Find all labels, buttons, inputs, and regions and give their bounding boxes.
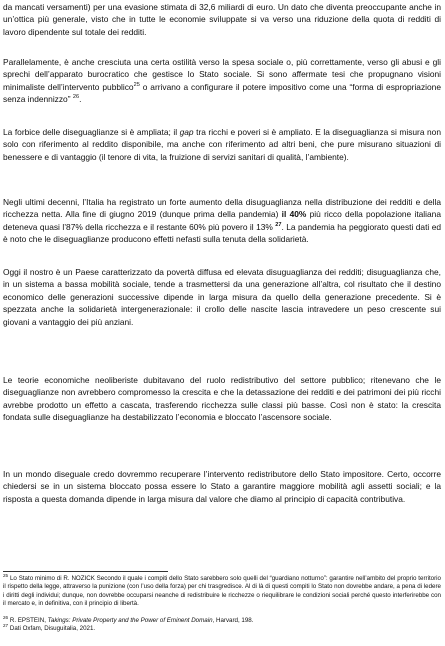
paragraph-intro-evasion xyxy=(3,1,441,38)
footnote-separator xyxy=(3,571,168,572)
paragraph-neoliberal-theories xyxy=(3,374,441,424)
paragraph-inequality-gap xyxy=(3,126,441,163)
text-run: Lo Stato minimo di R. NOZICK Secondo il quale i compiti dello Stato sarebbero solo quelli del “guardiano notturno”: garantire nell’ambito del proprio territorio il rispetto della legge, attraverso la punizione (con l’uso della forza) per chi trasgredisce. Al di là di questi compiti lo Stato non dovrebbe andare, a pena di ledere i diritti degli individui; dunque, non dovrebbe occuparsi neanche di redistribuire le ricchezze o riequilibrare le condizioni sociali perché questo interferirebbe con il mercato e, in definitiva, con il principio di libertà. xyxy=(3,575,441,608)
text-run: . La pandemia ha peggiorato questi dati ed è noto che le diseguaglianze producono effetti nefasti sulla tenuta della solidarietà. xyxy=(3,221,442,245)
text-run: Negli ultimi decenni, l’Italia ha registrato un forte aumento della disuguaglianza nella distribuzione dei redditi e della ricchezza netta. Alla fine di giugno 2019 (dunque prima della pandemia) xyxy=(3,197,441,220)
text-run: , Harvard, 198. xyxy=(212,617,254,624)
paragraph-poverty-mobility xyxy=(3,266,441,328)
text-run: Takings: Private Property and the Power of Eminent Domain xyxy=(47,617,213,624)
text-run: . xyxy=(79,94,82,105)
footnote-ref: 27 xyxy=(3,622,9,628)
paragraph-redistribution xyxy=(3,468,441,505)
footnote-27 xyxy=(3,622,441,633)
text-run: R. EPSTEIN, xyxy=(8,617,48,624)
text-run: gap xyxy=(179,127,194,137)
footnote-25 xyxy=(3,572,441,609)
footnote-ref: 26 xyxy=(72,94,80,101)
text-run: Le teorie economiche neoliberiste dubitavano del ruolo redistributivo del settore pubblico; ritenevano che le diseguaglianze non avrebbero compromesso la crescita e che la detassazione dei redditi e dei patrimoni dei più ricchi avrebbe prodotto un effetto a cascata, trasferendo ricchezza sulle classi più basse. Così non è stato: la crescita fondata sulle diseguaglianze ha destabilizzato l’economia e bloccato l’ascensore sociale. xyxy=(3,375,441,423)
text-run: il 40% xyxy=(281,209,307,220)
text-run: o arrivano a configurare il potere impositivo come una “forma di espropriazione senza indennizzo” xyxy=(3,81,441,105)
text-run: più ricco della popolazione italiana deteneva quasi l’87% della ricchezza e il restante 60% più povero il 13% xyxy=(3,209,441,232)
text-run: Dati Oxfam, Disuguitalia, 2021. xyxy=(8,625,96,632)
text-run: Parallelamente, è anche cresciuta una certa ostilità verso la spesa sociale o, più correttamente, verso gli abusi e gli sprechi dell’apparato burocratico che gestisce lo Stato sociale. Si sono affermate tesi che propugnano visioni minimaliste dell’intervento pubblico xyxy=(3,57,441,92)
text-run: La forbice delle diseguaglianze si è ampliata; il xyxy=(3,127,180,137)
text-run: da mancati versamenti) per una evasione stimata di 32,6 miliardi di euro. Un dato che diventa preoccupante anche in un’ottica più generale, visto che in tutte le economie sviluppate si va verso una riduzione della quota di redditi di lavoro dipendente sul totale dei redditi. xyxy=(3,2,441,37)
footnote-ref: 26 xyxy=(3,614,9,620)
paragraph-italy-wealth-distribution xyxy=(3,196,441,246)
footnote-ref: 27 xyxy=(275,222,282,229)
paragraph-social-spending xyxy=(3,56,441,106)
footnote-ref: 25 xyxy=(133,82,140,89)
text-run: Oggi il nostro è un Paese caratterizzato da povertà diffusa ed elevata disuguaglianza dei redditi; disuguaglianza che, in un sistema a bassa mobilità sociale, tende a trasmettersi da una generazione all’altra, col risultato che il destino economico delle generazioni successive dipende in larga misura da quello della generazione precedente. Si è spezzata anche la solidarietà intergenerazionale: il crollo delle nascite lascia intravedere un peso crescente sui giovani a vantaggio dei più anziani. xyxy=(3,267,441,327)
footnote-ref: 25 xyxy=(3,572,9,578)
text-run: In un mondo diseguale credo dovremmo recuperare l’intervento redistributore dello Stato impositore. Certo, occorre chiedersi se in un sistema bloccato possa essere lo Stato a garantire maggiore mobilità agli assetti sociali; e la risposta a questa domanda dipende in larga misura dal valore che diamo al principio di capacità contributiva. xyxy=(3,469,441,504)
text-run: tra ricchi e poveri si è ampliato. E la diseguaglianza si misura non solo con riferimento al reddito disponibile, ma anche con riferimento ad altri beni, che pure misurano situazioni di benessere e di vantaggio (il tenore di vita, la fruizione di servizi sanitari di qualità, l’ambiente). xyxy=(3,127,441,162)
